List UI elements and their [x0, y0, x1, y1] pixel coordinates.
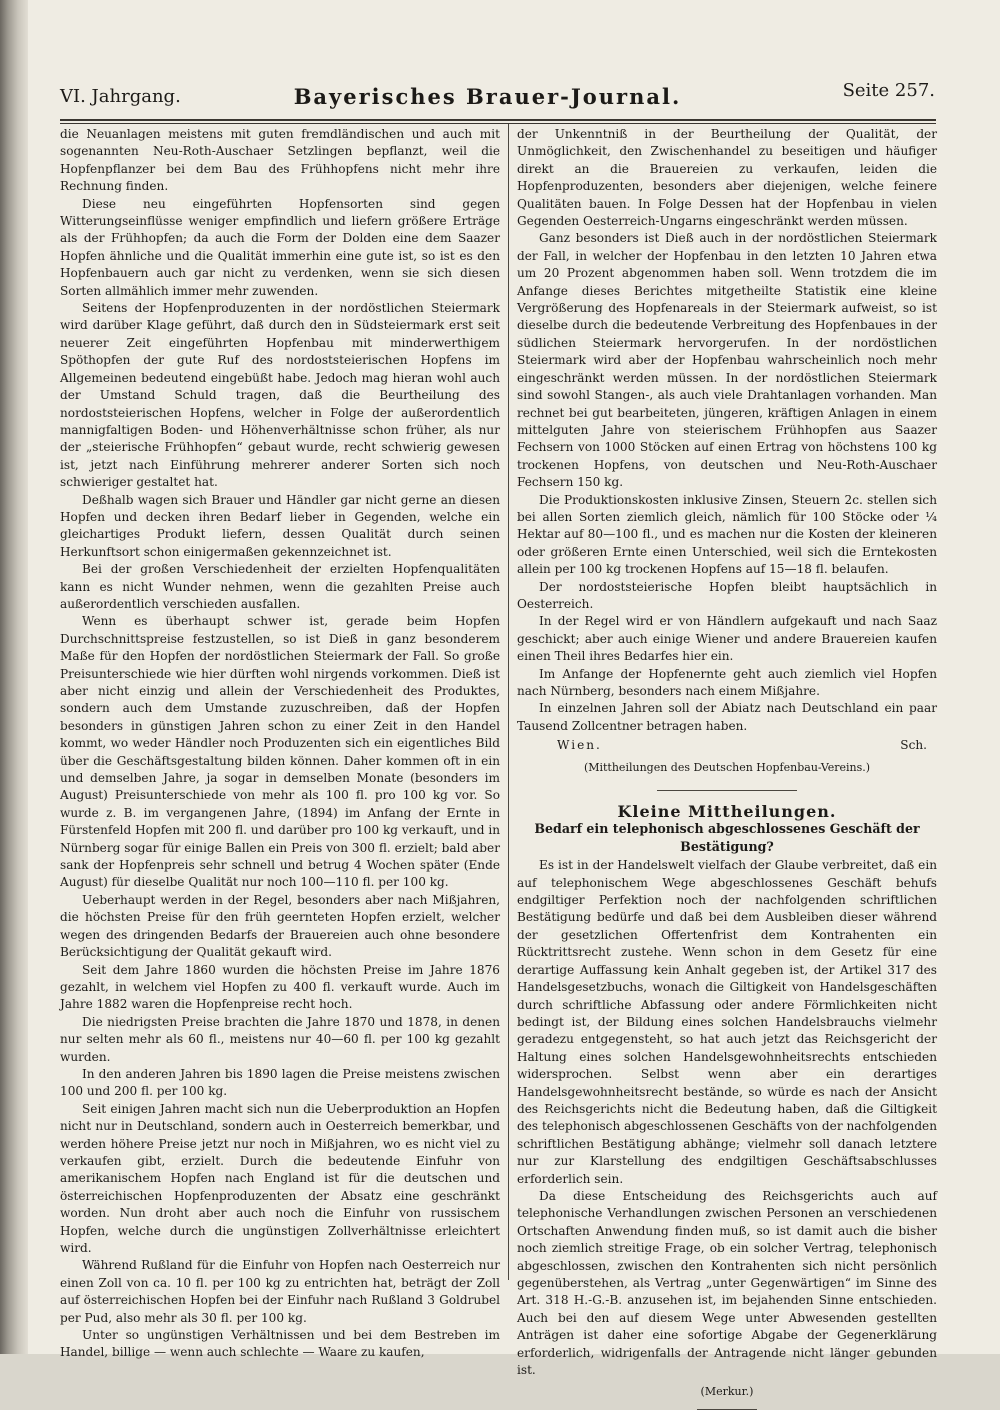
left-column — [60, 126, 500, 1362]
header-rule — [60, 119, 936, 121]
section-divider — [657, 790, 797, 791]
paragraph: Seit dem Jahre 1860 wurden die höchsten Preise im Jahre 1876 gezahlt, in welchem viel Hopfen zu 400 fl. verkauft wurde. Auch im Jahre 1882 waren die Hopfenpreise recht hoch. — [60, 962, 500, 1012]
paragraph: In einzelnen Jahren soll der Abiatz nach Deutschland ein paar Tausend Zollcentner betragen haben. — [517, 701, 937, 733]
paragraph: Wenn es überhaupt schwer ist, gerade beim Hopfen Durchschnittspreise festzustellen, so ist Dieß in ganz besonderem Maße für den Hopfen der nordöstlichen Steiermark der Fall. So große Preisunterschiede wie hier dürften wohl nirgends vorkommen. Dieß ist aber nicht einzig und allein der Verschiedenheit des Produktes, sondern auch dem Umstande zuzuschreiben, daß der Hopfen besonders in günstigen Jahren schon zu einer Zeit in den Handel kommt, wo weder Händler noch Produzenten sich ein eigentliches Bild über die Geschäftsgestaltung bilden können. Daher kommen oft in ein und demselben Jahre, ja sogar in demselben Monate (besonders im August) Preisunterschiede von mehr als 100 fl. pro 100 kg vor. So wurde z. B. im vergangenen Jahre, (1894) im Anfang der Ernte in Fürstenfeld Hopfen mit 200 fl. und darüber pro 100 kg verkauft, und in Nürnberg sogar für einige Ballen ein Preis von 300 fl. erzielt; bald aber sank der Hopfenpreis sehr schnell und betrug 4 Wochen später (Ende August) für dieselbe Qualität nur noch 100—110 fl. per 100 kg. — [60, 614, 500, 890]
paragraph: Während Rußland für die Einfuhr von Hopfen nach Oesterreich nur einen Zoll von ca. 10 fl. per 100 kg zu entrichten hat, beträgt der Zoll auf österreichischen Hopfen bei der Einfuhr nach Rußland 3 Goldrubel per Pud, also mehr als 30 fl. per 100 kg. — [60, 1258, 500, 1325]
paragraph: In der Regel wird er von Händlern aufgekauft und nach Saaz geschickt; aber auch einige Wiener und andere Brauereien kaufen einen Theil ihres Bedarfes hier ein. — [517, 614, 937, 664]
paragraph: Diese neu eingeführten Hopfensorten sind gegen Witterungseinflüsse weniger empfindlich und liefern größere Erträge als der Frühhopfen; da auch die Form der Dolden eine dem Saazer Hopfen ähnliche und die Qualität immerhin eine gute ist, so ist es den Hopfenbauern auch gar nicht zu verdenken, wenn sie sich diesen Sorten allmählich immer mehr zuwenden. — [60, 196, 500, 298]
paragraph: der Unkenntniß in der Beurtheilung der Qualität, der Unmöglichkeit, den Zwischenhandel zu beseitigen und häufiger direkt an die Brauereien zu verkaufen, leiden die Hopfenproduzenten, besonders aber diejenigen, welche feinere Qualitäten bauen. In Folge Dessen hat der Hopfenbau in vielen Gegenden Oesterreich-Ungarns eingeschränkt werden müssen. — [517, 127, 937, 229]
paragraph: Im Anfange der Hopfenernte geht auch ziemlich viel Hopfen nach Nürnberg, besonders nach einem Mißjahre. — [517, 666, 937, 698]
paragraph: Die niedrigsten Preise brachten die Jahre 1870 und 1878, in denen nur selten mehr als 60 fl., meistens nur 40—60 fl. per 100 kg gezahlt wurden. — [60, 1014, 500, 1064]
signature-author: Sch. — [900, 738, 927, 753]
header-rule-thin — [60, 123, 936, 124]
article-source: (Mittheilungen des Deutschen Hopfenbau-Vereins.) — [583, 760, 871, 774]
right-column — [517, 126, 937, 1410]
paragraph: Die Produktionskosten inklusive Zinsen, Steuern 2c. stellen sich bei allen Sorten ziemlich gleich, nämlich für 100 Stöcke oder ¼ Hektar auf 80—100 fl., und es machen nur die Kosten der kleineren oder größeren Ernte einen Unterschied, weil sich die Erntekosten allein per 100 kg trockenen Hopfens auf 15—18 fl. belaufen. — [517, 492, 937, 577]
paragraph: Ueberhaupt werden in der Regel, besonders aber nach Mißjahren, die höchsten Preise für den früh geernteten Hopfen erzielt, welcher wegen des dringenden Bedarfs der Brauereien auch ohne besondere Berücksichtigung der Qualität gekauft wird. — [60, 892, 500, 960]
journal-title: Bayerisches Brauer-Journal. — [293, 84, 682, 109]
paragraph: Unter so ungünstigen Verhältnissen und bei dem Bestreben im Handel, billige — wenn auch schlechte — Waare zu kaufen, — [60, 1328, 500, 1360]
paragraph: Seitens der Hopfenproduzenten in der nordöstlichen Steiermark wird darüber Klage geführt, daß durch den in Südsteiermark erst seit neuerer Zeit eingeführten Hopfenbau mit minderwerthigem Spöthopfen der gute Ruf des nordoststeierischen Hopfens im Allgemeinen bedeutend eingebüßt habe. Jedoch mag hieran wohl auch der Umstand Schuld tragen, daß die Beurtheilung des nordoststeierischen Hopfens, welcher in Folge der außerordentlich mannigfaltigen Boden- und Höhenverhältnisse schon früher, als nur der „steierische Frühhopfen“ gebaut wurde, recht schwierig gewesen ist, jetzt nach Einführung mehrerer anderer Sorten sich noch schwieriger gestaltet hat. — [60, 301, 500, 490]
paragraph: Bei der großen Verschiedenheit der erzielten Hopfenqualitäten kann es nicht Wunder nehmen, wenn die gezahlten Preise auch außerordentlich verschieden ausfallen. — [60, 562, 500, 611]
section-source: (Merkur.) — [700, 1385, 754, 1399]
paragraph: Seit einigen Jahren macht sich nun die Ueberproduktion an Hopfen nicht nur in Deutschland, sondern auch in Oesterreich bemerkbar, und werden höhere Preise jetzt nur noch in Mißjahren, wo es nicht viel zu verkaufen gibt, erzielt. Durch die bedeutende Einfuhr von amerikanischem Hopfen nach England ist für die deutschen und österreichischen Hopfenproduzenten der Absatz eine geschränkt worden. Nun droht aber auch noch die Einfuhr von russischem Hopfen, welche durch die ungünstigen Zollverhältnisse erleichtert wird. — [60, 1101, 500, 1255]
paragraph: die Neuanlagen meistens mit guten fremdländischen und auch mit sogenannten Neu-Roth-Auschaer Setzlingen bepflanzt, weil die Hopfenpflanzer bei dem Bau des Frühhopfens nicht mehr ihre Rechnung finden. — [60, 127, 500, 194]
column-divider — [508, 124, 509, 1280]
paragraph: Da diese Entscheidung des Reichsgerichts auch auf telephonische Verhandlungen zwischen Personen an verschiedenen Ortschaften Anwendung finden muß, so ist damit auch die bisher noch ziemlich streitige Frage, ob ein solcher Vertrag, telephonisch abgeschlossen, zwischen den Kontrahenten sich nicht persönlich gegenüberstehen, als Vertrag „unter Gegenwärtigen“ im Sinne des Art. 318 H.-G.-B. anzusehen ist, im bejahenden Sinne entschieden. Auch bei den auf diesem Wege unter Abwesenden gestellten Anträgen ist daher eine sofortige Abgabe der Gegenerklärung erforderlich, widrigenfalls der Antragende nicht länger gebunden ist. — [517, 1188, 937, 1378]
section-subtitle: Bedarf ein telephonisch abgeschlossenes Geschäft der Bestätigung? — [534, 821, 920, 854]
paragraph: Ganz besonders ist Dieß auch in der nordöstlichen Steiermark der Fall, in welcher der Hopfenbau in den letzten 10 Jahren etwa um 20 Prozent abgenommen haben soll. Wenn trotzdem die im Anfange dieses Berichtes mitgetheilte Statistik eine kleine Vergrößerung des Hopfenareals in der Steiermark aufweist, so ist dieselbe durch die bedeutende Verbreitung des Hopfenbaues in der südlichen Steiermark hervorgerufen. In der nordöstlichen Steiermark wird aber der Hopfenbau wahrscheinlich noch mehr eingeschränkt werden müssen. In der nordöstlichen Steiermark sind sowohl Stangen-, als auch viele Drahtanlagen vorhanden. Man rechnet bei gut bearbeiteten, jüngeren, kräftigen Anlagen in einem mittelguten Jahre von steierischem Frühhopfen aus Saazer Fechsern von 1000 Stöcken auf einen Ertrag von höchstens 100 kg trockenen Hopfens, von deutschen und Neu-Roth-Auschaer Fechsern 150 kg. — [517, 231, 937, 490]
paragraph: In den anderen Jahren bis 1890 lagen die Preise meistens zwischen 100 und 200 fl. per 100 kg. — [60, 1066, 500, 1099]
paragraph: Deßhalb wagen sich Brauer und Händler gar nicht gerne an diesen Hopfen und decken ihren Bedarf lieber in Gegenden, welche ein gleichartiges Produkt liefern, dessen Qualität durch seinen Herkunftsort schon einigermaßen gekennzeichnet ist. — [60, 492, 500, 559]
paragraph: Es ist in der Handelswelt vielfach der Glaube verbreitet, daß ein auf telephonischem Wege abgeschlossenes Geschäft behufs endgiltiger Perfektion noch der nachfolgenden schriftlichen Bestätigung bedürfe und daß bei dem Ausbleiben dieser während der gesetzlichen Offertenfrist dem Kontrahenten ein Rücktrittsrecht zustehe. Wenn schon in dem Gesetz für eine derartige Auffassung kein Anhalt gegeben ist, der Artikel 317 des Handelsgesetzbuchs, wonach die Giltigkeit von Handelsgeschäften durch schriftliche Abfassung oder andere Förmlichkeiten nicht bedingt ist, der Bildung eines solchen Handelsbrauchs vielmehr geradezu entgegensteht, so hat auch jetzt das Reichsgericht der Haltung eines solchen Handelsgewohnheitsrechts entschieden widersprochen. Selbst wenn aber ein derartiges Handelsgewohnheitsrecht bestände, so würde es nach der Ansicht des Reichsgerichts nicht die Bedeutung haben, daß die Giltigkeit des telephonisch abgeschlossenen Geschäfts von der nachfolgenden schriftlichen Bestätigung abhänge; vielmehr soll danach letztere nur zur Klarstellung des endgiltigen Geschäftsabschlusses erforderlich sein. — [517, 858, 938, 1186]
paragraph: Der nordoststeierische Hopfen bleibt hauptsächlich in Oesterreich. — [517, 579, 937, 611]
section-title: Kleine Mittheilungen. — [617, 802, 837, 822]
page-number: Seite 257. — [842, 80, 935, 101]
signature-line — [517, 737, 937, 754]
page-header — [40, 76, 935, 116]
volume-label: VI. Jahrgang. — [60, 86, 181, 107]
signature-place: Wien. — [557, 738, 602, 753]
book-gutter — [0, 0, 28, 1354]
